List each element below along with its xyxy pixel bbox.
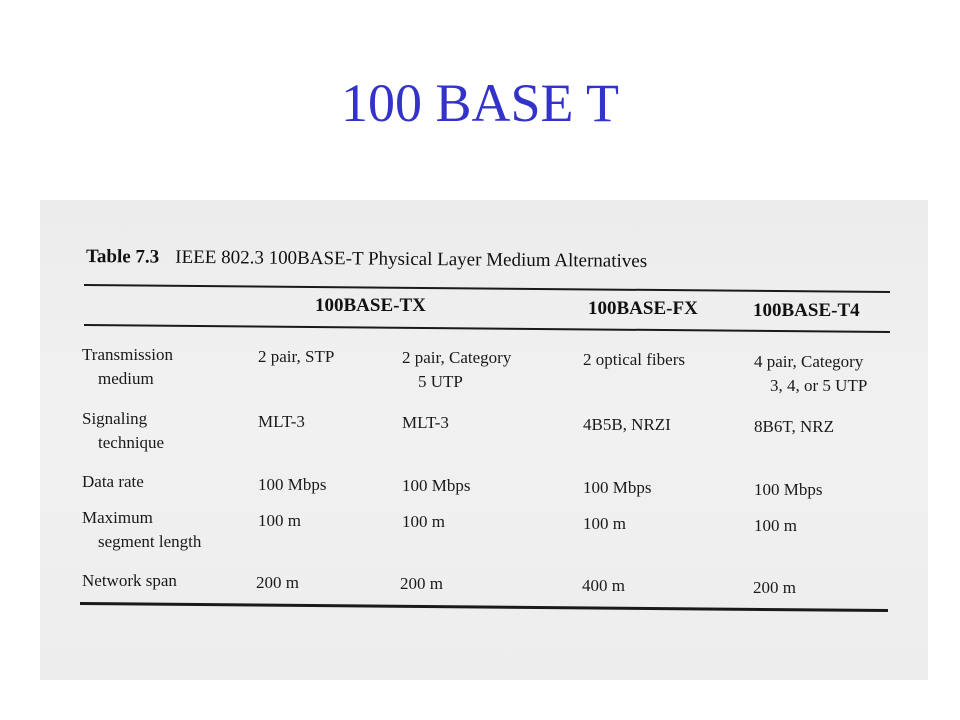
header-100base-fx: 100BASE-FX bbox=[588, 298, 698, 319]
cell-tx-stp-data-rate: 100 Mbps bbox=[258, 475, 327, 494]
cell-tx-stp-segment-length: 100 m bbox=[258, 511, 301, 530]
header-100base-tx: 100BASE-TX bbox=[315, 295, 426, 316]
cell-fx-data-rate: 100 Mbps bbox=[583, 478, 652, 497]
table-top-rule bbox=[84, 284, 890, 293]
scanned-table-image bbox=[40, 200, 928, 680]
cell-fx-signaling: 4B5B, NRZI bbox=[583, 415, 671, 434]
cell-t4-data-rate: 100 Mbps bbox=[754, 480, 823, 499]
cell-tx-utp-medium: 2 pair, Category 5 UTP bbox=[402, 348, 512, 391]
cell-t4-signaling: 8B6T, NRZ bbox=[754, 417, 834, 436]
cell-tx-stp-signaling: MLT-3 bbox=[258, 412, 305, 431]
row-label-signaling-technique: Signaling technique bbox=[82, 409, 165, 452]
table-caption bbox=[86, 246, 647, 273]
cell-tx-stp-medium: 2 pair, STP bbox=[258, 347, 335, 366]
row-label-network-span: Network span bbox=[82, 571, 177, 590]
cell-fx-medium: 2 optical fibers bbox=[583, 350, 685, 369]
cell-fx-segment-length: 100 m bbox=[583, 514, 626, 533]
cell-fx-network-span: 400 m bbox=[582, 576, 625, 595]
row-label-transmission-medium: Transmission medium bbox=[82, 345, 174, 388]
slide-title: 100 BASE T bbox=[340, 73, 620, 133]
table-caption-text: IEEE 802.3 100BASE-T Physical Layer Medium Alternatives bbox=[175, 246, 648, 272]
cell-t4-segment-length: 100 m bbox=[754, 516, 797, 535]
row-label-data-rate: Data rate bbox=[82, 472, 144, 491]
cell-t4-network-span: 200 m bbox=[753, 578, 796, 597]
header-100base-t4: 100BASE-T4 bbox=[753, 300, 860, 321]
cell-tx-utp-data-rate: 100 Mbps bbox=[402, 476, 471, 495]
cell-tx-utp-network-span: 200 m bbox=[400, 574, 443, 593]
cell-tx-utp-segment-length: 100 m bbox=[402, 512, 445, 531]
cell-t4-medium: 4 pair, Category 3, 4, or 5 UTP bbox=[754, 352, 868, 395]
table-number: Table 7.3 bbox=[85, 246, 160, 268]
cell-tx-stp-network-span: 200 m bbox=[256, 573, 299, 592]
table-header-rule bbox=[84, 324, 890, 333]
row-label-maximum-segment-length: Maximum segment length bbox=[82, 508, 202, 551]
cell-tx-utp-signaling: MLT-3 bbox=[402, 413, 449, 432]
table-bottom-rule bbox=[80, 602, 888, 612]
